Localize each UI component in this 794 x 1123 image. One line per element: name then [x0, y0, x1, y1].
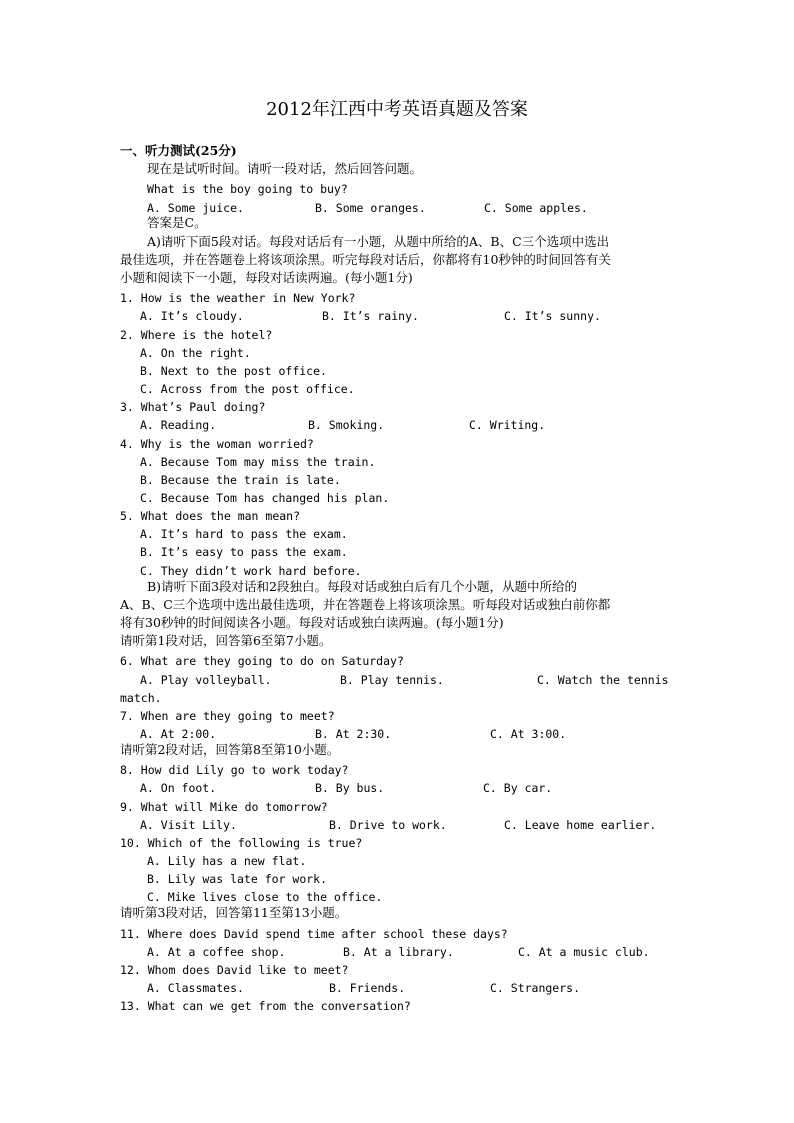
q8-option-a: A. On foot. — [140, 781, 217, 795]
section-heading: 一、听力测试(25分) — [120, 143, 237, 158]
partA-instruction-line: 最佳选项，并在答题卷上将该项涂黑。听完每段对话后，你都将有10秒钟的时间回答有关 — [120, 252, 611, 267]
trial-option-a: A. Some juice. — [147, 201, 244, 215]
q12-option-a: A. Classmates. — [147, 981, 244, 995]
question-13: 13. What can we get from the conversation? — [120, 999, 411, 1013]
q4-option-b: B. Because the train is late. — [140, 473, 341, 487]
question-10: 10. Which of the following is true? — [120, 836, 363, 850]
q2-option-c: C. Across from the post office. — [140, 382, 355, 396]
q5-option-c: C. They didn’t work hard before. — [140, 564, 362, 578]
q10-option-b: B. Lily was late for work. — [147, 872, 328, 886]
q7-option-a: A. At 2:00. — [140, 727, 217, 741]
q10-option-a: A. Lily has a new flat. — [147, 854, 307, 868]
question-3: 3. What’s Paul doing? — [120, 400, 266, 414]
q1-option-b: B. It’s rainy. — [322, 309, 419, 323]
partB-instruction-line: B)请听下面3段对话和2段独白。每段对话或独白后有几个小题，从题中所给的 — [147, 579, 577, 594]
q1-option-a: A. It’s cloudy. — [140, 309, 244, 323]
q11-option-a: A. At a coffee shop. — [147, 945, 286, 959]
dialogue-note-2: 请听第2段对话，回答第8至第10小题。 — [120, 742, 340, 757]
trial-option-b: B. Some oranges. — [315, 201, 426, 215]
trial-intro: 现在是试听时间。请听一段对话，然后回答问题。 — [147, 161, 423, 176]
q12-option-c: C. Strangers. — [490, 981, 581, 995]
question-1: 1. How is the weather in New York? — [120, 291, 356, 305]
q6-option-a: A. Play volleyball. — [140, 673, 272, 687]
question-4: 4. Why is the woman worried? — [120, 437, 314, 451]
question-2: 2. Where is the hotel? — [120, 328, 273, 342]
q4-option-c: C. Because Tom has changed his plan. — [140, 491, 390, 505]
question-5: 5. What does the man mean? — [120, 509, 301, 523]
q6-option-c: C. Watch the tennis — [537, 673, 669, 687]
question-6: 6. What are they going to do on Saturday? — [120, 654, 404, 668]
partB-instruction-line: 将有30秒钟的时间阅读各小题。每段对话或独白读两遍。(每小题1分) — [120, 615, 504, 630]
q9-option-c: C. Leave home earlier. — [504, 818, 657, 832]
q6-option-c-continuation: match. — [120, 691, 162, 705]
trial-question: What is the boy going to buy? — [147, 182, 348, 196]
q2-option-a: A. On the right. — [140, 346, 251, 360]
q8-option-b: B. By bus. — [315, 781, 385, 795]
page-title: 2012年江西中考英语真题及答案 — [266, 99, 528, 120]
q3-option-a: A. Reading. — [140, 418, 217, 432]
dialogue-note-3: 请听第3段对话，回答第11至第13小题。 — [120, 905, 348, 920]
q6-option-b: B. Play tennis. — [340, 673, 444, 687]
q3-option-b: B. Smoking. — [308, 418, 385, 432]
q11-option-c: C. At a music club. — [518, 945, 650, 959]
q9-option-b: B. Drive to work. — [329, 818, 447, 832]
trial-answer: 答案是C。 — [147, 215, 207, 230]
q9-option-a: A. Visit Lily. — [140, 818, 237, 832]
q5-option-b: B. It’s easy to pass the exam. — [140, 545, 348, 559]
dialogue-note-1: 请听第1段对话，回答第6至第7小题。 — [120, 633, 332, 648]
q5-option-a: A. It’s hard to pass the exam. — [140, 527, 348, 541]
partA-instruction-line: 小题和阅读下一小题，每段对话读两遍。(每小题1分) — [120, 270, 413, 285]
question-11: 11. Where does David spend time after school these days? — [120, 927, 508, 941]
question-9: 9. What will Mike do tomorrow? — [120, 800, 328, 814]
q7-option-b: B. At 2:30. — [315, 727, 392, 741]
q8-option-c: C. By car. — [483, 781, 553, 795]
q10-option-c: C. Mike lives close to the office. — [147, 890, 383, 904]
q11-option-b: B. At a library. — [343, 945, 454, 959]
q1-option-c: C. It’s sunny. — [504, 309, 601, 323]
question-7: 7. When are they going to meet? — [120, 709, 335, 723]
q3-option-c: C. Writing. — [469, 418, 546, 432]
q12-option-b: B. Friends. — [329, 981, 406, 995]
question-12: 12. Whom does David like to meet? — [120, 963, 349, 977]
trial-option-c: C. Some apples. — [484, 201, 588, 215]
q2-option-b: B. Next to the post office. — [140, 364, 327, 378]
question-8: 8. How did Lily go to work today? — [120, 763, 349, 777]
q4-option-a: A. Because Tom may miss the train. — [140, 455, 376, 469]
partA-instruction-line: A)请听下面5段对话。每段对话后有一小题，从题中所给的A、B、C三个选项中选出 — [147, 234, 610, 249]
partB-instruction-line: A、B、C三个选项中选出最佳选项，并在答题卷上将该项涂黑。听每段对话或独白前你都 — [120, 597, 611, 612]
q7-option-c: C. At 3:00. — [490, 727, 567, 741]
